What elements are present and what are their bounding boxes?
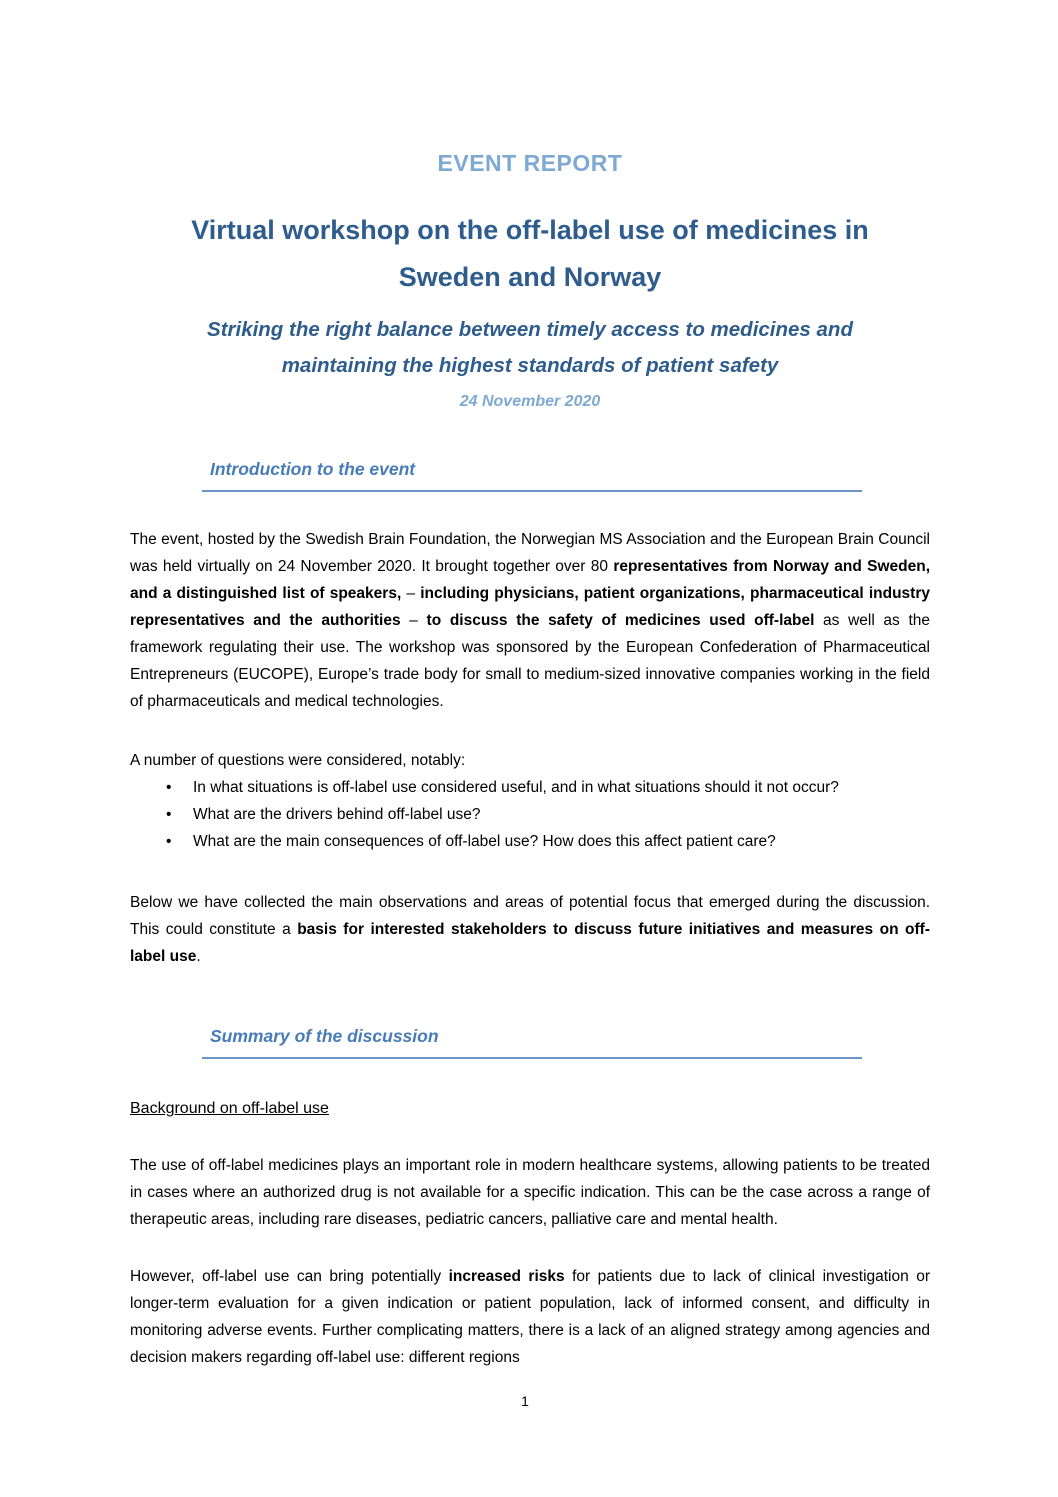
subheading-background: Background on off-label use xyxy=(130,1100,329,1118)
section-heading-summary: Summary of the discussion xyxy=(210,1026,439,1047)
question-item: • What are the main consequences of off-label use? How does this affect patient care? xyxy=(130,828,930,855)
section-rule xyxy=(202,1057,862,1059)
document-subtitle-line2: maintaining the highest standards of patient safety xyxy=(281,354,779,378)
event-date: 24 November 2020 xyxy=(459,393,601,411)
intro-paragraph-1: The event, hosted by the Swedish Brain Foundation, the Norwegian MS Association and the European Brain Council was held virtually on 24 November 2020. It brought together over 80 representatives from Norway and Sweden, and a distinguished list of speakers, – including physicians, patient organizations, pharmaceutical industry representatives and the authorities – to discuss the safety of medicines used off-label as well as the framework regulating their use. The workshop was sponsored by the European Confederation of Pharmaceutical Entrepreneurs (EUCOPE), Europe’s trade body for small to medium-sized innovative companies working in the field of pharmaceuticals and medical technologies. xyxy=(130,531,931,711)
question-item: • In what situations is off-label use considered useful, and in what situations should it not occur? xyxy=(130,774,930,801)
document-subtitle-line1: Striking the right balance between timely access to medicines and xyxy=(207,317,853,341)
report-kicker: EVENT REPORT xyxy=(437,150,623,176)
intro-paragraph-2: Below we have collected the main observations and areas of potential focus that emerged during the discussion. This could constitute a basis for interested stakeholders to discuss future initiatives and measures on off-label use. xyxy=(130,894,931,966)
questions-list xyxy=(130,774,930,855)
summary-paragraph-2: However, off-label use can bring potentially increased risks for patients due to lack of clinical investigation or longer-term evaluation for a given indication or patient population, lack of informed consent, and difficulty in monitoring adverse events. Further complicating matters, there is a lack of an aligned strategy among agencies and decision makers regarding off-label use: different regions xyxy=(130,1268,930,1367)
document-title-line1: Virtual workshop on the off-label use of medicines in xyxy=(191,215,869,245)
question-item: • What are the drivers behind off-label use? xyxy=(130,801,930,828)
document-title-line2: Sweden and Norway xyxy=(398,262,662,293)
summary-paragraph-1: The use of off-label medicines plays an important role in modern healthcare systems, allowing patients to be treated in cases where an authorized drug is not available for a specific indication. This can be the case across a range of therapeutic areas, including rare diseases, pediatric cancers, palliative care and mental health. xyxy=(130,1157,930,1229)
document-subtitle xyxy=(130,312,930,386)
questions-lead: A number of questions were considered, notably: xyxy=(130,752,466,770)
page-number: 1 xyxy=(521,1393,529,1409)
section-rule xyxy=(202,490,862,492)
section-heading-introduction: Introduction to the event xyxy=(210,459,416,480)
document-title xyxy=(130,207,930,302)
